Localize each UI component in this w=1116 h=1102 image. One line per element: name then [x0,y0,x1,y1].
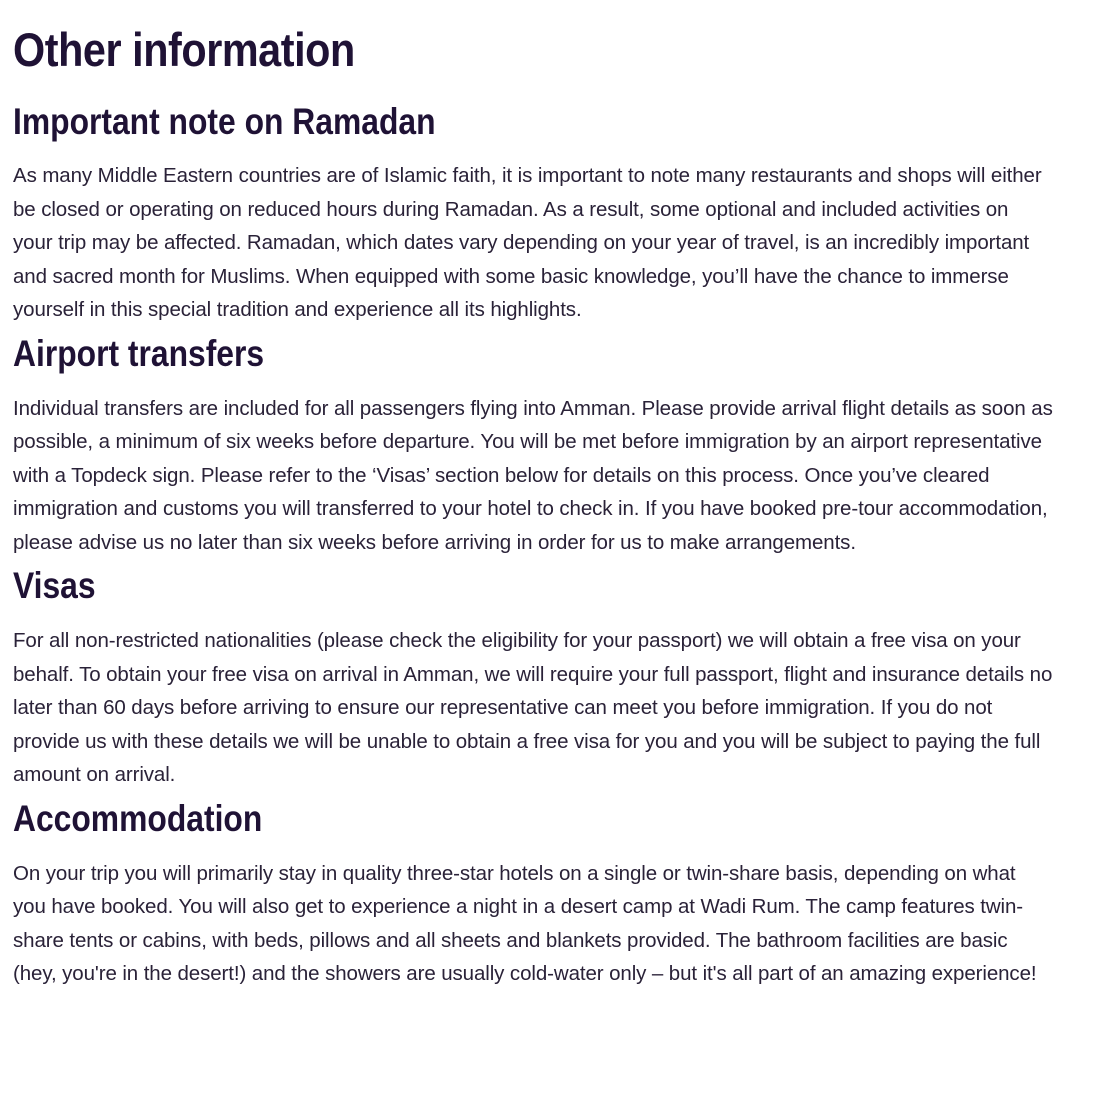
section-body-accommodation: On your trip you will primarily stay in quality three-star hotels on a single or twin-share basis, depending on what you have booked. You will also get to experience a night in a desert camp at Wadi Rum. The camp features twin-share tents or cabins, with beds, pillows and all sheets and blankets provided. The bathroom facilities are basic (hey, you're in the desert!) and the showers are usually cold-water only – but it's all part of an amazing experience! [13,861,1037,985]
section-accommodation [13,797,1053,991]
section-body-visas: For all non-restricted nationalities (please check the eligibility for your passport) we will obtain a free visa on your behalf. To obtain your free visa on arrival in Amman, we will require your full passport, flight and insurance details no later than 60 days before arriving to ensure our representative can meet you before immigration. If you do not provide us with these details we will be unable to obtain a free visa for you and you will be subject to paying the full amount on arrival. [13,629,1053,786]
section-body-airport-transfers: Individual transfers are included for all passengers flying into Amman. Please provide arrival flight details as soon as possible, a minimum of six weeks before departure. You will be met before immigration by an airport representative with a Topdeck sign. Please refer to the ‘Visas’ section below for details on this process. Once you’ve cleared immigration and customs you will transferred to your hotel to check in. If you have booked pre-tour accommodation, please advise us no later than six weeks before arriving in order for us to make arrangements. [13,396,1053,554]
section-heading-airport-transfers: Airport transfers [13,332,265,374]
page-title: Other information [13,23,355,76]
section-heading-accommodation: Accommodation [13,797,263,839]
section-airport-transfers [13,332,1053,560]
section-visas [13,564,1053,792]
section-heading-visas: Visas [13,565,96,606]
section-body-ramadan: As many Middle Eastern countries are of Islamic faith, it is important to note many restaurants and shops will either be closed or operating on reduced hours during Ramadan. As a result, some optional and included activities on your trip may be affected. Ramadan, which dates vary depending on your year of travel, is an incredibly important and sacred month for Muslims. When equipped with some basic knowledge, you’ll have the chance to immerse yourself in this special tradition and experience all its highlights. [13,164,1042,321]
section-heading-ramadan: Important note on Ramadan [13,101,436,142]
section-ramadan [13,100,1053,327]
